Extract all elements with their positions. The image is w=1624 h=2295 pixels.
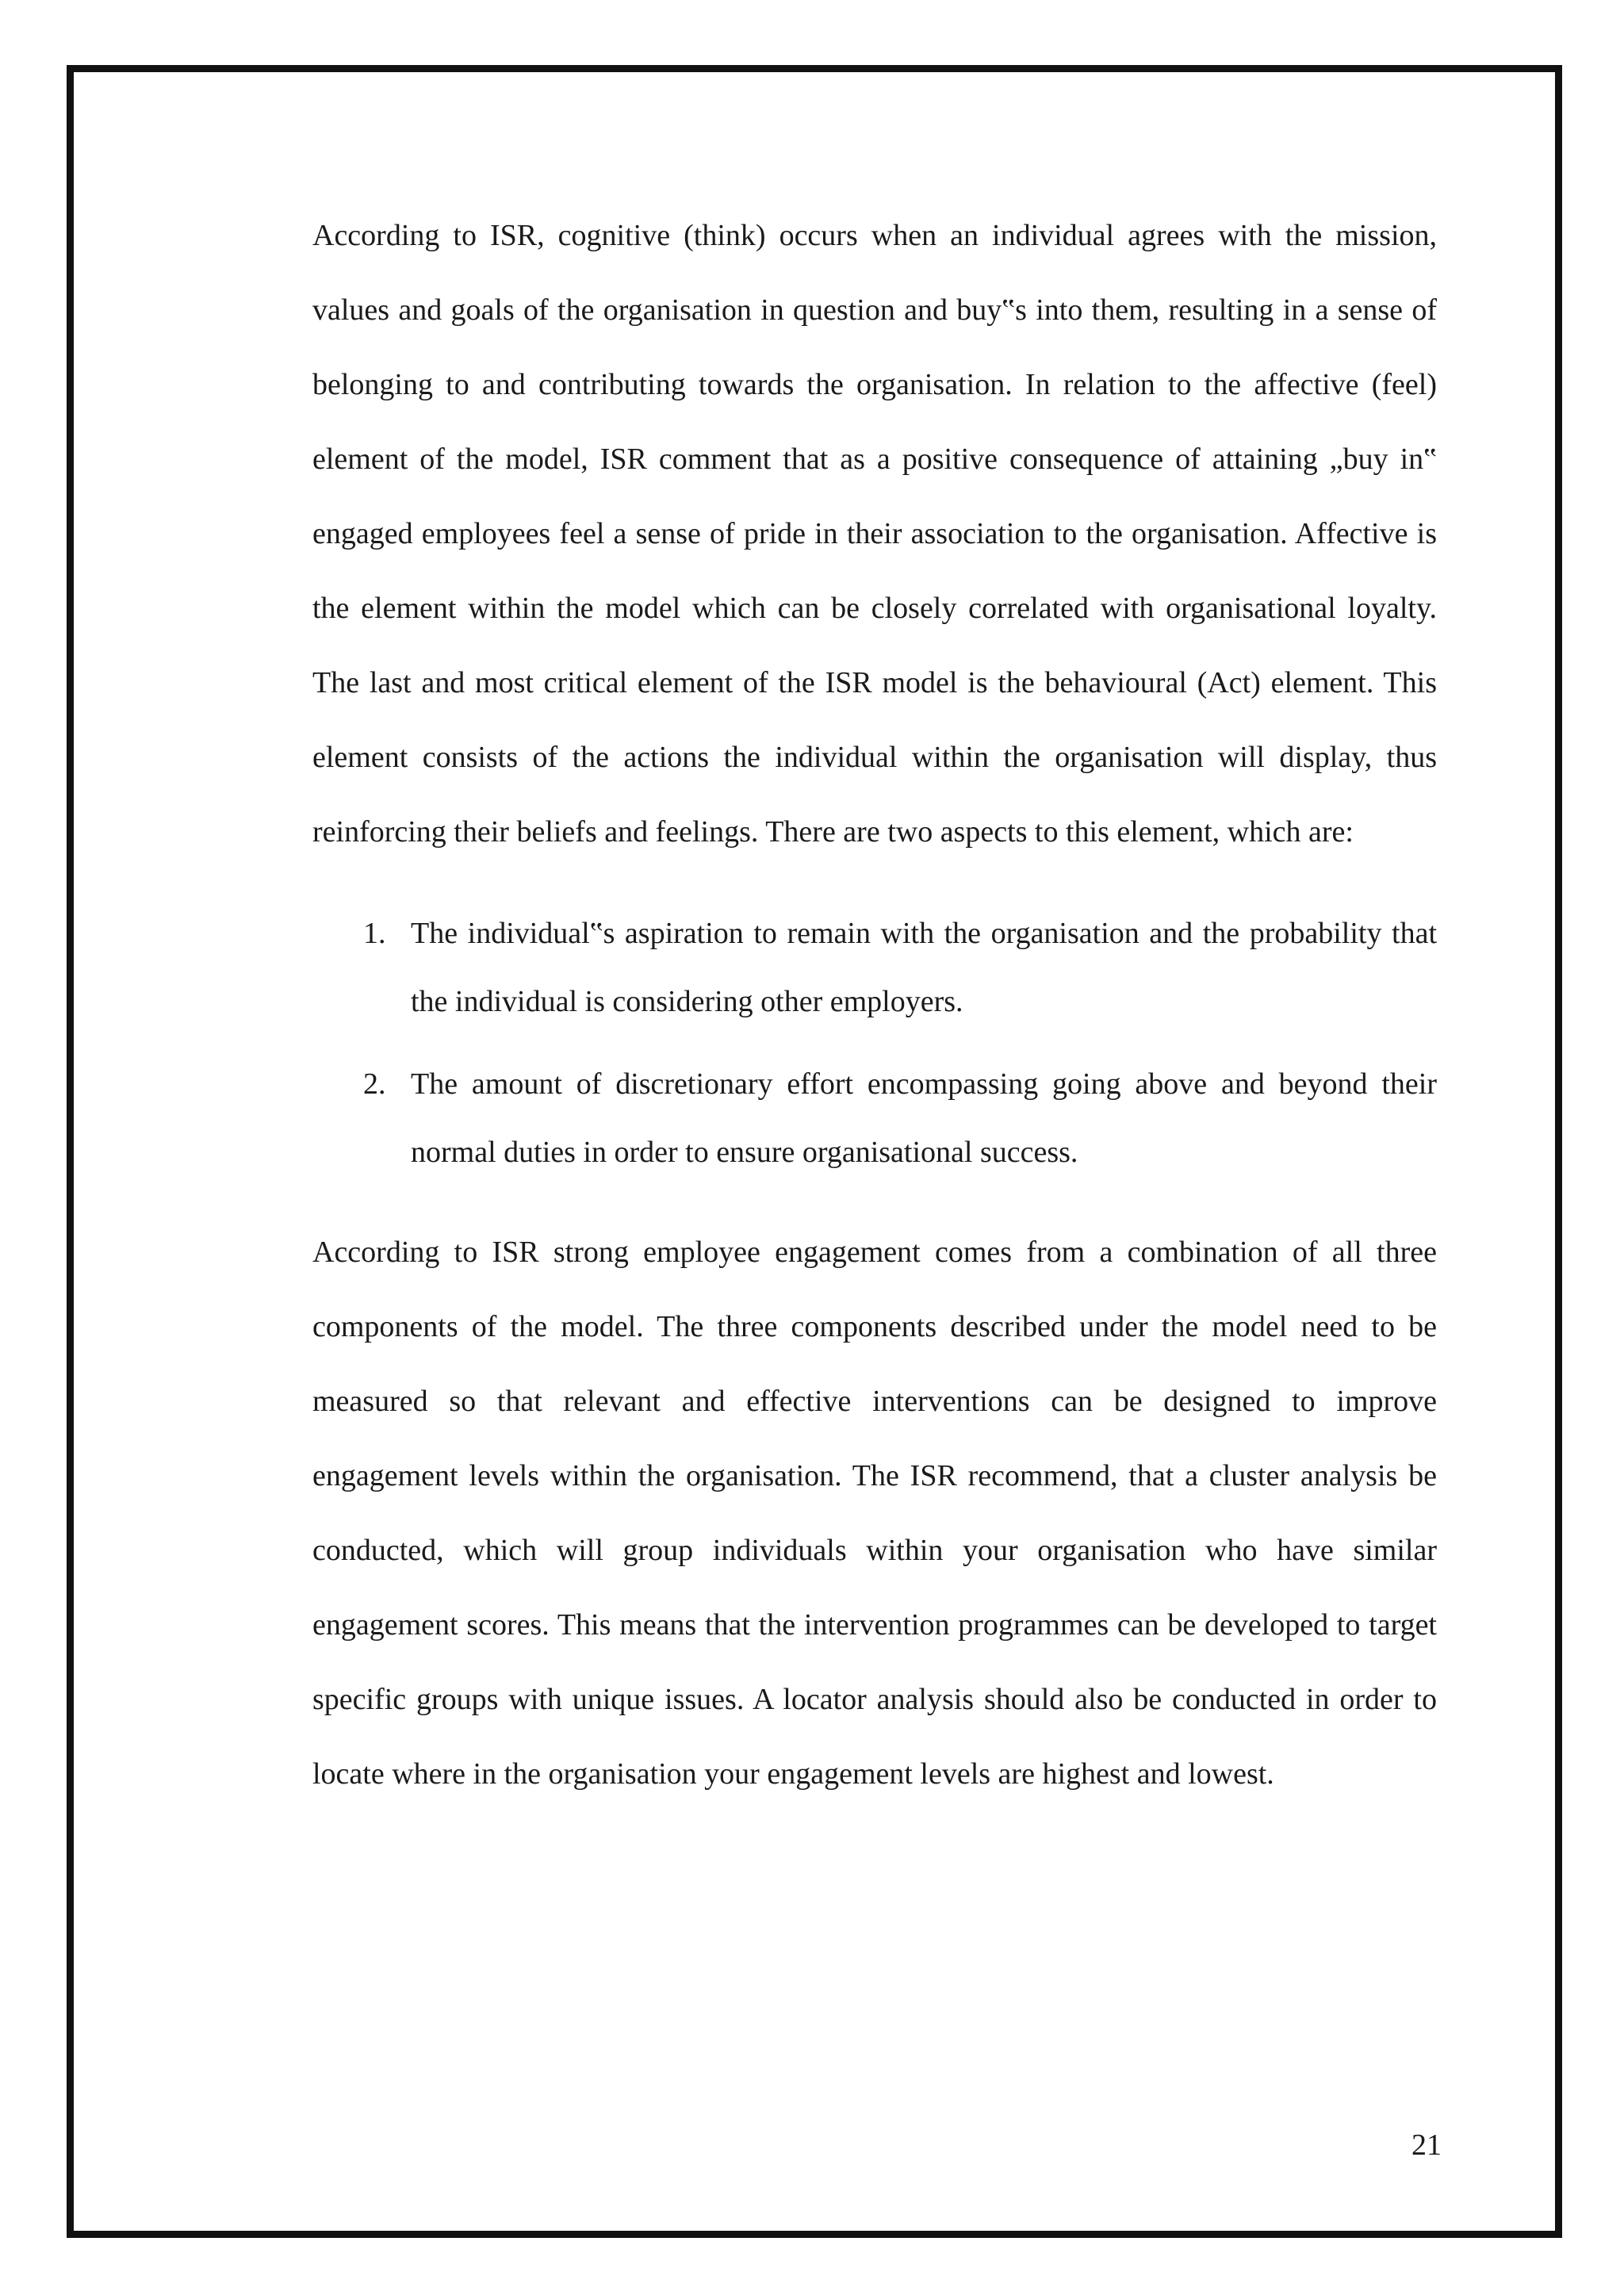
page-number: 21 [1411,2128,1442,2162]
list-item [312,899,1437,1036]
list-item-number: 2. [363,1067,386,1101]
list-item-number: 1. [363,917,386,950]
list-item-text: The individual‟s aspiration to remain with the organisation and the probability that the individual is considering other employers. [411,917,1437,1018]
list-item [312,1050,1437,1186]
paragraph-isr-model: According to ISR, cognitive (think) occurs when an individual agrees with the mission, values and goals of the organisation in question and buy‟s into them, resulting in a sense of belonging to and contributing towards the organisation. In relation to the affective (feel) element of the model, ISR comment that as a positive consequence of attaining „buy in‟ engaged employees feel a sense of pride in their association to the organisation. Affective is the element within the model which can be closely correlated with organisational loyalty. The last and most critical element of the ISR model is the behavioural (Act) element. This element consists of the actions the individual within the organisation will display, thus reinforcing their beliefs and feelings. There are two aspects to this element, which are: [312,219,1437,849]
list-item-text: The amount of discretionary effort encompassing going above and beyond their normal duties in order to ensure organisational success. [411,1067,1437,1169]
numbered-list [312,899,1437,1186]
paragraph-engagement: According to ISR strong employee engagement comes from a combination of all three components of the model. The three components described under the model need to be measured so that relevant and effective interventions can be designed to improve engagement levels within the organisation. The ISR recommend, that a cluster analysis be conducted, which will group individuals within your organisation who have similar engagement scores. This means that the intervention programmes can be developed to target specific groups with unique issues. A locator analysis should also be conducted in order to locate where in the organisation your engagement levels are highest and lowest. [312,1236,1437,1791]
document-body [312,198,1437,1811]
